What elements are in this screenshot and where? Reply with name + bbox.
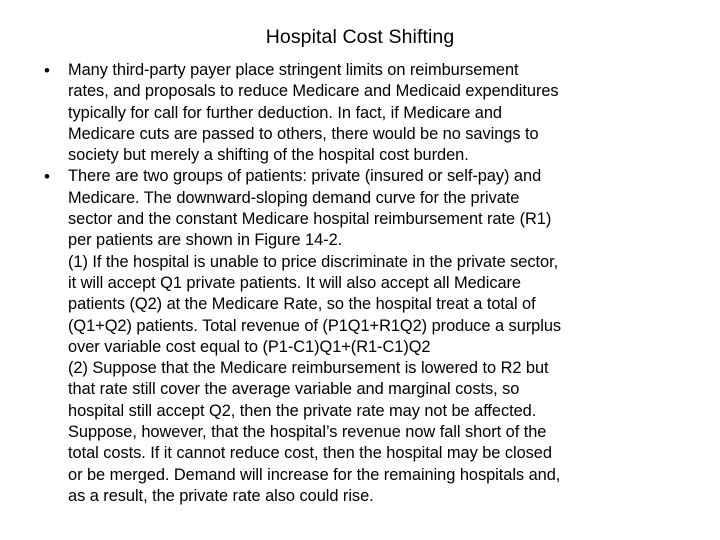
text-line: Medicare. The downward-sloping demand curve for the private bbox=[68, 188, 520, 207]
text-line: rates, and proposals to reduce Medicare and Medicaid expenditures bbox=[68, 82, 559, 101]
text-line: There are two groups of patients: private (insured or self-pay) and bbox=[68, 167, 542, 186]
text-line: typically for call for further deduction. In fact, if Medicare and bbox=[68, 103, 502, 122]
text-line: total costs. If it cannot reduce cost, then the hospital may be closed bbox=[68, 444, 552, 463]
text-line: Medicare cuts are passed to others, there would be no savings to bbox=[68, 124, 539, 143]
text-line: (Q1+Q2) patients. Total revenue of (P1Q1+R1Q2) produce a surplus bbox=[68, 316, 562, 335]
bullet-marker-icon: • bbox=[44, 167, 50, 187]
text-line: hospital still accept Q2, then the private rate may not be affected. bbox=[68, 401, 537, 420]
text-line: per patients are shown in Figure 14-2. bbox=[68, 231, 343, 250]
slide-body-content bbox=[38, 60, 704, 507]
text-line: over variable cost equal to (P1-C1)Q1+(R1-C1)Q2 bbox=[68, 337, 431, 356]
text-line: or be merged. Demand will increase for the remaining hospitals and, bbox=[68, 465, 561, 484]
text-line: (1) If the hospital is unable to price discriminate in the private sector, bbox=[68, 252, 559, 271]
text-line: (2) Suppose that the Medicare reimbursement is lowered to R2 but bbox=[68, 359, 549, 378]
text-line: Many third-party payer place stringent limits on reimbursement bbox=[68, 61, 519, 79]
bullet-item bbox=[38, 60, 704, 166]
bullet-marker-icon: • bbox=[44, 61, 50, 80]
text-line: sector and the constant Medicare hospital reimbursement rate (R1) bbox=[68, 210, 552, 229]
text-line: society but merely a shifting of the hospital cost burden. bbox=[68, 146, 469, 165]
text-line: patients (Q2) at the Medicare Rate, so the hospital treat a total of bbox=[68, 295, 536, 314]
text-line: Suppose, however, that the hospital’s revenue now fall short of the bbox=[68, 423, 547, 442]
bullet-text-lines bbox=[68, 60, 704, 166]
text-line: it will accept Q1 private patients. It will also accept all Medicare bbox=[68, 273, 522, 292]
bullet-text-lines bbox=[68, 166, 704, 507]
text-line: as a result, the private rate also could rise. bbox=[68, 486, 374, 505]
text-line: that rate still cover the average variable and marginal costs, so bbox=[68, 380, 520, 399]
slide-title: Hospital Cost Shifting bbox=[265, 26, 455, 48]
bullet-item bbox=[38, 166, 704, 507]
